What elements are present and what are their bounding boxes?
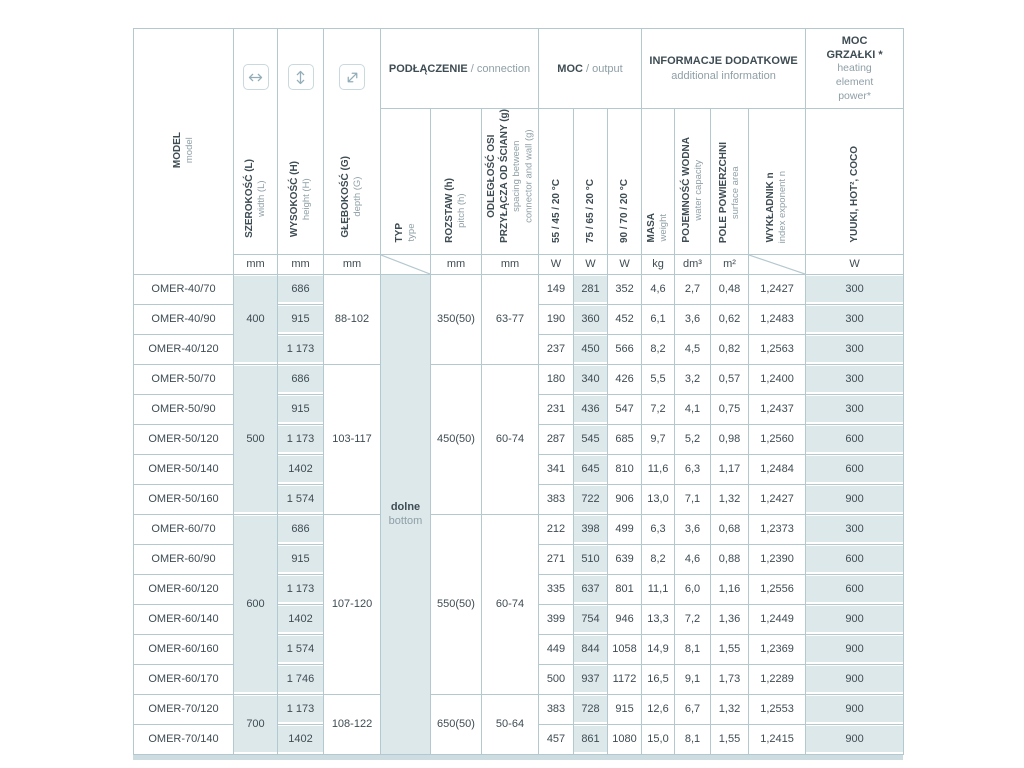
output-75-column-header (574, 109, 608, 255)
exponent-cell: 1,2437 (749, 394, 806, 424)
exponent-cell: 1,2427 (749, 274, 806, 304)
water-capacity-unit: dm³ (675, 254, 711, 274)
table-row (134, 364, 904, 394)
output-75-cell: 450 (574, 334, 608, 364)
radiator-spec-table (133, 28, 904, 755)
water-capacity-cell: 7,2 (675, 604, 711, 634)
water-capacity-cell: 9,1 (675, 664, 711, 694)
depth-label-en: depth (G) (352, 176, 364, 217)
height-cell: 1 746 (278, 664, 324, 694)
additional-info-section-header (642, 29, 806, 109)
depth-cell: 88-102 (324, 274, 381, 364)
spacing-column-header (482, 109, 539, 255)
water-capacity-cell: 4,1 (675, 394, 711, 424)
water-capacity-cell: 3,6 (675, 514, 711, 544)
surface-area-cell: 1,32 (711, 694, 749, 724)
mass-cell: 11,6 (642, 454, 675, 484)
output-55-cell: 212 (539, 514, 574, 544)
height-cell: 1 574 (278, 634, 324, 664)
spec-table-wrap (133, 28, 903, 760)
type-label-en: type (405, 224, 417, 243)
output-75-cell: 436 (574, 394, 608, 424)
output-75-cell: 754 (574, 604, 608, 634)
heating-power-cell: 300 (806, 334, 904, 364)
mass-cell: 16,5 (642, 664, 675, 694)
mass-cell: 13,3 (642, 604, 675, 634)
table-row (134, 274, 904, 304)
table-row (134, 514, 904, 544)
water-capacity-cell: 6,3 (675, 454, 711, 484)
output-90-cell: 639 (608, 544, 642, 574)
output-55-cell: 399 (539, 604, 574, 634)
output-75-cell: 637 (574, 574, 608, 604)
exponent-cell: 1,2553 (749, 694, 806, 724)
height-column-header (278, 29, 324, 255)
exponent-column-header (749, 109, 806, 255)
mass-cell: 6,1 (642, 304, 675, 334)
type-unit-diagonal (381, 254, 431, 274)
spacing-cell: 63-77 (482, 274, 539, 364)
model-cell: OMER-60/170 (134, 664, 234, 694)
output-55-cell: 149 (539, 274, 574, 304)
heater-label-en: heating element power* (835, 62, 874, 102)
output-75-cell: 722 (574, 484, 608, 514)
output-90-cell: 1080 (608, 724, 642, 754)
output-75-cell: 728 (574, 694, 608, 724)
depth-cell: 103-117 (324, 364, 381, 514)
height-cell: 686 (278, 514, 324, 544)
surface-area-cell: 0,82 (711, 334, 749, 364)
height-unit: mm (278, 254, 324, 274)
output-label-pl: MOC (557, 62, 583, 75)
heating-power-cell: 900 (806, 634, 904, 664)
area-label-pl: POLE POWIERZCHNI (717, 141, 729, 243)
model-cell: OMER-50/70 (134, 364, 234, 394)
height-cell: 1402 (278, 604, 324, 634)
water-capacity-cell: 7,1 (675, 484, 711, 514)
height-cell: 915 (278, 394, 324, 424)
surface-area-cell: 0,57 (711, 364, 749, 394)
mass-cell: 11,1 (642, 574, 675, 604)
mass-label-en: weight (658, 214, 670, 242)
height-cell: 686 (278, 274, 324, 304)
temp90-label: 90 / 70 / 20 °C (619, 178, 630, 243)
surface-area-cell: 1,73 (711, 664, 749, 694)
height-cell: 1 574 (278, 484, 324, 514)
height-cell: 1402 (278, 724, 324, 754)
heating-power-cell: 900 (806, 664, 904, 694)
model-cell: OMER-50/90 (134, 394, 234, 424)
info-label-en: additional information (671, 69, 776, 82)
output-55-cell: 237 (539, 334, 574, 364)
output-75-cell: 281 (574, 274, 608, 304)
water-capacity-cell: 6,0 (675, 574, 711, 604)
output-75-cell: 340 (574, 364, 608, 394)
output-90-cell: 566 (608, 334, 642, 364)
spacing-cell: 60-74 (482, 514, 539, 694)
heating-power-cell: 300 (806, 394, 904, 424)
mass-unit: kg (642, 254, 675, 274)
heating-power-cell: 300 (806, 304, 904, 334)
mass-column-header (642, 109, 675, 255)
mass-label-pl: MASA (646, 213, 658, 243)
output-75-cell: 360 (574, 304, 608, 334)
output-90-cell: 906 (608, 484, 642, 514)
mass-cell: 8,2 (642, 544, 675, 574)
width-cell: 400 (234, 274, 278, 364)
mass-cell: 7,2 (642, 394, 675, 424)
output-75-cell: 510 (574, 544, 608, 574)
output-section-header (539, 29, 642, 109)
exponent-cell: 1,2484 (749, 454, 806, 484)
height-arrow-icon (288, 64, 314, 90)
heating-power-cell: 600 (806, 574, 904, 604)
model-cell: OMER-70/120 (134, 694, 234, 724)
mass-cell: 5,5 (642, 364, 675, 394)
surface-area-cell: 0,98 (711, 424, 749, 454)
surface-area-cell: 1,17 (711, 454, 749, 484)
surface-area-cell: 0,62 (711, 304, 749, 334)
exponent-cell: 1,2289 (749, 664, 806, 694)
pitch-cell: 550(50) (431, 514, 482, 694)
width-cell: 700 (234, 694, 278, 754)
height-cell: 1 173 (278, 574, 324, 604)
water-capacity-cell: 8,1 (675, 724, 711, 754)
water-capacity-cell: 2,7 (675, 274, 711, 304)
table-body (134, 274, 904, 754)
height-cell: 1402 (278, 454, 324, 484)
exponent-cell: 1,2556 (749, 574, 806, 604)
output-75-cell: 545 (574, 424, 608, 454)
depth-column-header (324, 29, 381, 255)
spacing-label-en1: spacing between (510, 140, 522, 212)
heating-power-cell: 300 (806, 514, 904, 544)
output-90-cell: 810 (608, 454, 642, 484)
exponent-label-en: index exponent n (777, 170, 789, 243)
output-75-cell: 398 (574, 514, 608, 544)
pitch-label-en: pitch (h) (456, 193, 468, 228)
mass-cell: 8,2 (642, 334, 675, 364)
output-90-cell: 352 (608, 274, 642, 304)
output-90-column-header (608, 109, 642, 255)
height-cell: 686 (278, 364, 324, 394)
heater-power-unit: W (806, 254, 904, 274)
surface-area-cell: 0,75 (711, 394, 749, 424)
water-label-en: water capacity (692, 159, 704, 221)
output-75-cell: 861 (574, 724, 608, 754)
water-capacity-cell: 3,2 (675, 364, 711, 394)
model-cell: OMER-40/70 (134, 274, 234, 304)
water-label-pl: POJEMNOŚĆ WODNA (680, 137, 692, 243)
model-cell: OMER-60/120 (134, 574, 234, 604)
heating-power-cell: 900 (806, 484, 904, 514)
type-cell (381, 274, 431, 754)
type-value-pl: dolne (390, 501, 421, 514)
output-55-cell: 287 (539, 424, 574, 454)
surface-area-unit: m² (711, 254, 749, 274)
pitch-cell: 350(50) (431, 274, 482, 364)
surface-area-cell: 1,32 (711, 484, 749, 514)
mass-cell: 12,6 (642, 694, 675, 724)
model-cell: OMER-60/140 (134, 604, 234, 634)
output-90-cell: 426 (608, 364, 642, 394)
surface-area-cell: 0,48 (711, 274, 749, 304)
mass-cell: 4,6 (642, 274, 675, 304)
connection-label-pl: PODŁĄCZENIE (388, 62, 468, 75)
height-cell: 1 173 (278, 424, 324, 454)
surface-area-cell: 1,36 (711, 604, 749, 634)
pitch-cell: 650(50) (431, 694, 482, 754)
output-90-cell: 801 (608, 574, 642, 604)
table-header (134, 29, 904, 275)
area-label-en: surface area (729, 165, 741, 219)
surface-area-cell: 1,16 (711, 574, 749, 604)
exponent-cell: 1,2400 (749, 364, 806, 394)
output-55-column-header (539, 109, 574, 255)
model-cell: OMER-50/140 (134, 454, 234, 484)
height-label-pl: WYSOKOŚĆ (H) (288, 161, 300, 238)
water-capacity-cell: 8,1 (675, 634, 711, 664)
model-label-en: model (183, 137, 195, 163)
exponent-cell: 1,2560 (749, 424, 806, 454)
output-90-cell: 547 (608, 394, 642, 424)
output-55-cell: 449 (539, 634, 574, 664)
exponent-cell: 1,2369 (749, 634, 806, 664)
width-arrow-icon (243, 64, 269, 90)
output-75-cell: 844 (574, 634, 608, 664)
heating-power-cell: 900 (806, 604, 904, 634)
model-cell: OMER-40/120 (134, 334, 234, 364)
output-55-cell: 457 (539, 724, 574, 754)
output-55-cell: 335 (539, 574, 574, 604)
output-75-cell: 937 (574, 664, 608, 694)
width-cell: 600 (234, 514, 278, 694)
exponent-cell: 1,2483 (749, 304, 806, 334)
output-55-cell: 180 (539, 364, 574, 394)
model-cell: OMER-60/90 (134, 544, 234, 574)
heater-brands-column-header (806, 109, 904, 255)
heating-power-cell: 600 (806, 544, 904, 574)
output-55-cell: 500 (539, 664, 574, 694)
output-55-cell: 383 (539, 484, 574, 514)
heater-label-pl: MOC GRZAŁKI * (826, 34, 883, 62)
surface-area-cell: 1,55 (711, 724, 749, 754)
width-unit: mm (234, 254, 278, 274)
model-cell: OMER-40/90 (134, 304, 234, 334)
surface-area-cell: 1,55 (711, 634, 749, 664)
temp55-label: 55 / 45 / 20 °C (550, 178, 562, 243)
depth-unit: mm (324, 254, 381, 274)
height-cell: 1 173 (278, 694, 324, 724)
info-label-pl: INFORMACJE DODATKOWE (649, 54, 798, 67)
output-label-en: / output (582, 62, 623, 75)
spacing-cell: 60-74 (482, 364, 539, 514)
pitch-cell: 450(50) (431, 364, 482, 514)
output-90-cell: 1058 (608, 634, 642, 664)
heating-power-cell: 900 (806, 724, 904, 754)
heating-power-cell: 600 (806, 454, 904, 484)
heating-power-cell: 900 (806, 694, 904, 724)
exponent-label-pl: WYKŁADNIK n (765, 171, 777, 242)
output-55-cell: 341 (539, 454, 574, 484)
output-55-cell: 190 (539, 304, 574, 334)
type-value-en: bottom (388, 515, 423, 528)
exponent-cell: 1,2427 (749, 484, 806, 514)
spacing-cell: 50-64 (482, 694, 539, 754)
header-row-groups (134, 29, 904, 109)
exponent-cell: 1,2449 (749, 604, 806, 634)
depth-arrow-icon (339, 64, 365, 90)
heating-power-cell: 300 (806, 274, 904, 304)
spacing-unit: mm (482, 254, 539, 274)
heating-power-cell: 600 (806, 424, 904, 454)
output-90-cell: 685 (608, 424, 642, 454)
model-column-header (134, 29, 234, 275)
width-column-header (234, 29, 278, 255)
water-capacity-cell: 6,7 (675, 694, 711, 724)
depth-cell: 108-122 (324, 694, 381, 754)
output-90-cell: 1172 (608, 664, 642, 694)
exponent-cell: 1,2373 (749, 514, 806, 544)
water-capacity-cell: 4,5 (675, 334, 711, 364)
heater-brands-label: YUUKI, HOT², COCO (849, 146, 861, 243)
spacing-label-pl1: ODLEGŁOŚĆ OSI (485, 134, 497, 218)
width-label-pl: SZEROKOŚĆ (L) (243, 158, 255, 238)
output-55-cell: 383 (539, 694, 574, 724)
connection-label-en: / connection (467, 62, 531, 75)
model-label-pl: MODEL (171, 131, 183, 168)
type-label-pl: TYP (393, 223, 405, 243)
pitch-column-header (431, 109, 482, 255)
mass-cell: 15,0 (642, 724, 675, 754)
depth-cell: 107-120 (324, 514, 381, 694)
heater-power-section-header (806, 29, 904, 109)
height-cell: 915 (278, 544, 324, 574)
model-cell: OMER-50/120 (134, 424, 234, 454)
mass-cell: 6,3 (642, 514, 675, 544)
water-capacity-column-header (675, 109, 711, 255)
model-cell: OMER-60/160 (134, 634, 234, 664)
output-90-cell: 499 (608, 514, 642, 544)
exponent-unit-diagonal (749, 254, 806, 274)
table-bottom-bar (133, 755, 903, 760)
output-90-cell: 452 (608, 304, 642, 334)
output-55-cell: 231 (539, 394, 574, 424)
output-75-unit: W (574, 254, 608, 274)
water-capacity-cell: 3,6 (675, 304, 711, 334)
model-cell: OMER-70/140 (134, 724, 234, 754)
type-column-header (381, 109, 431, 255)
pitch-unit: mm (431, 254, 482, 274)
exponent-cell: 1,2415 (749, 724, 806, 754)
mass-cell: 14,9 (642, 634, 675, 664)
model-cell: OMER-60/70 (134, 514, 234, 544)
exponent-cell: 1,2390 (749, 544, 806, 574)
width-label-en: width (L) (255, 179, 267, 217)
spacing-label-pl2: PRZYŁĄCZA OD ŚCIANY (g) (498, 109, 510, 243)
height-cell: 1 173 (278, 334, 324, 364)
surface-area-column-header (711, 109, 749, 255)
water-capacity-cell: 5,2 (675, 424, 711, 454)
width-cell: 500 (234, 364, 278, 514)
height-label-en: height (H) (300, 178, 312, 221)
surface-area-cell: 0,68 (711, 514, 749, 544)
pitch-label-pl: ROZSTAW (h) (444, 178, 456, 243)
water-capacity-cell: 4,6 (675, 544, 711, 574)
temp75-label: 75 / 65 / 20 °C (585, 178, 596, 243)
table-row (134, 694, 904, 724)
mass-cell: 13,0 (642, 484, 675, 514)
output-55-cell: 271 (539, 544, 574, 574)
height-cell: 915 (278, 304, 324, 334)
output-90-cell: 946 (608, 604, 642, 634)
output-90-cell: 915 (608, 694, 642, 724)
output-75-cell: 645 (574, 454, 608, 484)
mass-cell: 9,7 (642, 424, 675, 454)
heating-power-cell: 300 (806, 364, 904, 394)
output-55-unit: W (539, 254, 574, 274)
spacing-label-en2: connector and wall (g) (523, 129, 534, 223)
exponent-cell: 1,2563 (749, 334, 806, 364)
units-row (134, 254, 904, 274)
depth-label-pl: GŁĘBOKOŚĆ (G) (340, 155, 352, 238)
surface-area-cell: 0,88 (711, 544, 749, 574)
model-cell: OMER-50/160 (134, 484, 234, 514)
connection-section-header (381, 29, 539, 109)
output-90-unit: W (608, 254, 642, 274)
